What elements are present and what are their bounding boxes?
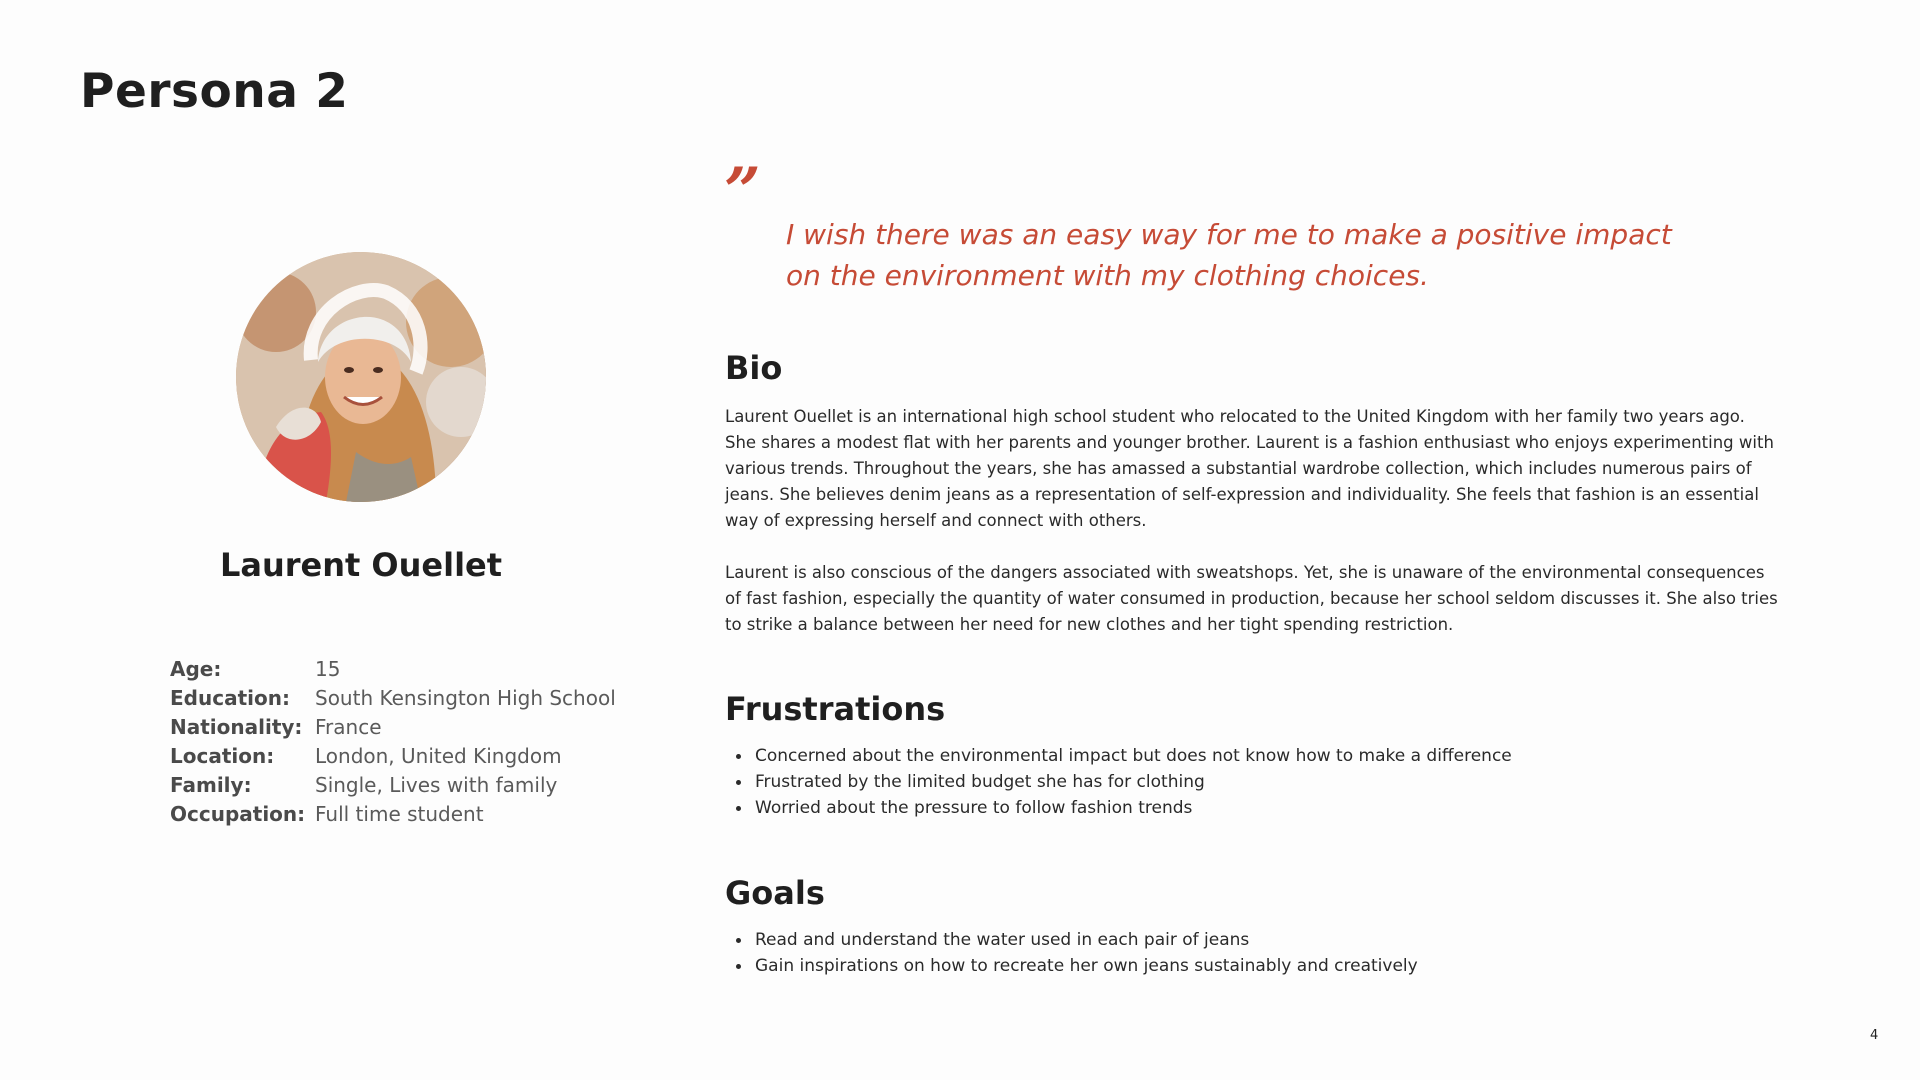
frustrations-heading: Frustrations xyxy=(725,690,946,728)
goals-list xyxy=(725,927,1418,979)
persona-quote: I wish there was an easy way for me to make a positive impact on the environment with my clothing choices. xyxy=(786,218,1672,292)
detail-row-occupation xyxy=(170,799,616,828)
detail-value: Full time student xyxy=(315,801,484,826)
detail-value: London, United Kingdom xyxy=(315,743,562,768)
bio-heading: Bio xyxy=(725,349,783,387)
detail-label: Age: xyxy=(170,656,222,681)
frustrations-list xyxy=(725,743,1512,821)
persona-avatar xyxy=(236,252,486,502)
persona-name: Laurent Ouellet xyxy=(219,546,503,584)
quote-mark-icon: ” xyxy=(724,154,761,229)
list-item: Gain inspirations on how to recreate her own jeans sustainably and creatively xyxy=(725,953,1418,979)
list-item: Read and understand the water used in each pair of jeans xyxy=(725,927,1418,953)
list-item: Frustrated by the limited budget she has for clothing xyxy=(725,769,1512,795)
detail-row-location xyxy=(170,741,616,770)
detail-row-age xyxy=(170,654,616,683)
list-item: Concerned about the environmental impact but does not know how to make a difference xyxy=(725,743,1512,769)
detail-label: Education: xyxy=(170,685,290,710)
goals-heading: Goals xyxy=(725,874,825,912)
detail-row-family xyxy=(170,770,616,799)
detail-value: Single, Lives with family xyxy=(315,772,558,797)
detail-value: 15 xyxy=(315,656,341,681)
detail-value: France xyxy=(315,714,382,739)
detail-label: Location: xyxy=(170,743,275,768)
detail-row-education xyxy=(170,683,616,712)
bio-text xyxy=(725,404,1780,664)
detail-value: South Kensington High School xyxy=(315,685,616,710)
persona-details xyxy=(170,654,616,828)
detail-label: Occupation: xyxy=(170,801,306,826)
detail-label: Family: xyxy=(170,772,252,797)
list-item: Worried about the pressure to follow fashion trends xyxy=(725,795,1512,821)
bio-paragraph: Laurent Ouellet is an international high school student who relocated to the United Kingdom with her family two years ago. She shares a modest flat with her parents and younger brother. Laurent is a fashion enthusiast who enjoys experimenting with various trends. Throughout the years, she has amassed a substantial wardrobe collection, which includes numerous pairs of jeans. She believes denim jeans as a representation of self-expression and individuality. She feels that fashion is an essential way of expressing herself and connect with others. xyxy=(725,407,1774,530)
page-number: 4 xyxy=(1870,1028,1879,1043)
page-title: Persona 2 xyxy=(80,64,349,119)
detail-row-nationality xyxy=(170,712,616,741)
bio-paragraph: Laurent is also conscious of the dangers associated with sweatshops. Yet, she is unaware of the environmental consequences of fast fashion, especially the quantity of water consumed in production, because her school seldom discusses it. She also tries to strike a balance between her need for new clothes and her tight spending restriction. xyxy=(725,563,1778,634)
detail-label: Nationality: xyxy=(170,714,303,739)
